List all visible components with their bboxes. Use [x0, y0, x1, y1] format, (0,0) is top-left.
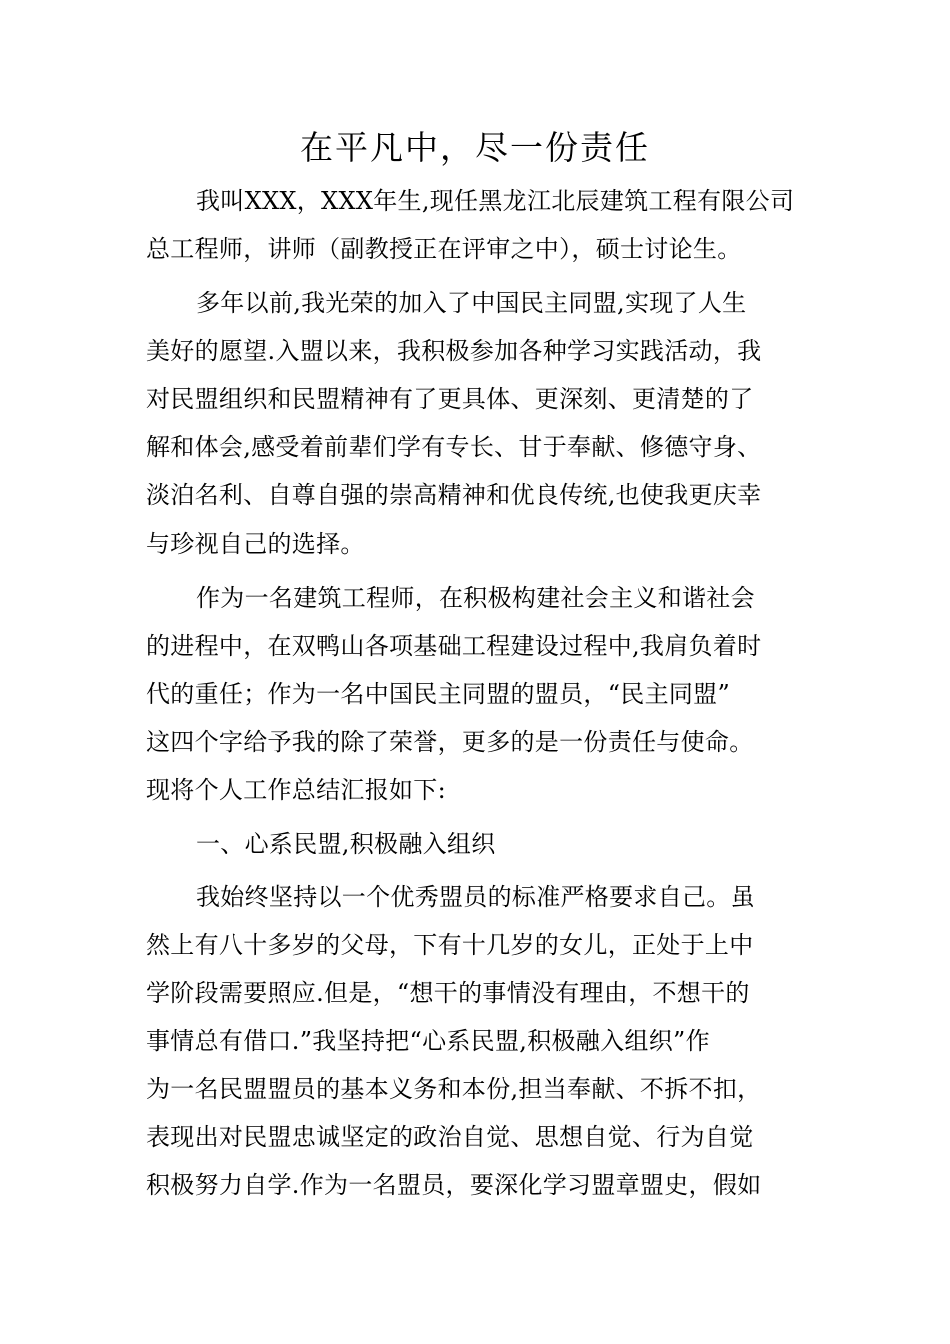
paragraph-line: 我始终坚持以一个优秀盟员的标准严格要求自己。虽 [196, 883, 755, 911]
paragraph-line: 这四个字给予我的除了荣誉，更多的是一份责任与使命。 [146, 728, 754, 756]
paragraph-line: 积极努力自学.作为一名盟员，要深化学习盟章盟史，假如 [146, 1171, 762, 1199]
paragraph-line: 美好的愿望.入盟以来，我积极参加各种学习实践活动，我 [146, 337, 762, 365]
paragraph-line: 与珍视自己的选择。 [146, 530, 365, 558]
paragraph-line: 的进程中，在双鸭山各项基础工程建设过程中,我肩负着时 [146, 632, 762, 660]
paragraph-line: 表现出对民盟忠诚坚定的政治自觉、思想自觉、行为自觉 [146, 1123, 754, 1151]
paragraph-line: 学阶段需要照应.但是，“想干的事情没有理由，不想干的 [146, 979, 750, 1007]
paragraph-line: 解和体会,感受着前辈们学有专长、甘于奉献、修德守身、 [146, 433, 762, 461]
paragraph-line: 代的重任；作为一名中国民主同盟的盟员，“民主同盟” [146, 680, 731, 708]
paragraph-line: 总工程师，讲师（副教授正在评审之中），硕士讨论生。 [146, 235, 742, 263]
paragraph-line: 多年以前,我光荣的加入了中国民主同盟,实现了人生 [196, 289, 747, 317]
paragraph-line: 然上有八十多岁的父母，下有十几岁的女儿，正处于上中 [146, 931, 754, 959]
section-heading: 一、心系民盟,积极融入组织 [196, 830, 496, 858]
paragraph-line: 现将个人工作总结汇报如下: [146, 776, 446, 804]
document-title: 在平凡中，尽一份责任 [300, 128, 650, 167]
paragraph-line: 我叫XXX，XXX年生,现任黑龙江北辰建筑工程有限公司 [196, 187, 795, 215]
paragraph-line: 对民盟组织和民盟精神有了更具体、更深刻、更清楚的了 [146, 385, 754, 413]
paragraph-line: 作为一名建筑工程师，在积极构建社会主义和谐社会 [196, 584, 755, 612]
paragraph-line: 为一名民盟盟员的基本义务和本份,担当奉献、不拆不扣， [146, 1075, 762, 1103]
paragraph-line: 事情总有借口.”我坚持把“心系民盟,积极融入组织”作 [146, 1027, 710, 1055]
paragraph-line: 淡泊名利、自尊自强的崇高精神和优良传统,也使我更庆幸 [146, 481, 762, 509]
